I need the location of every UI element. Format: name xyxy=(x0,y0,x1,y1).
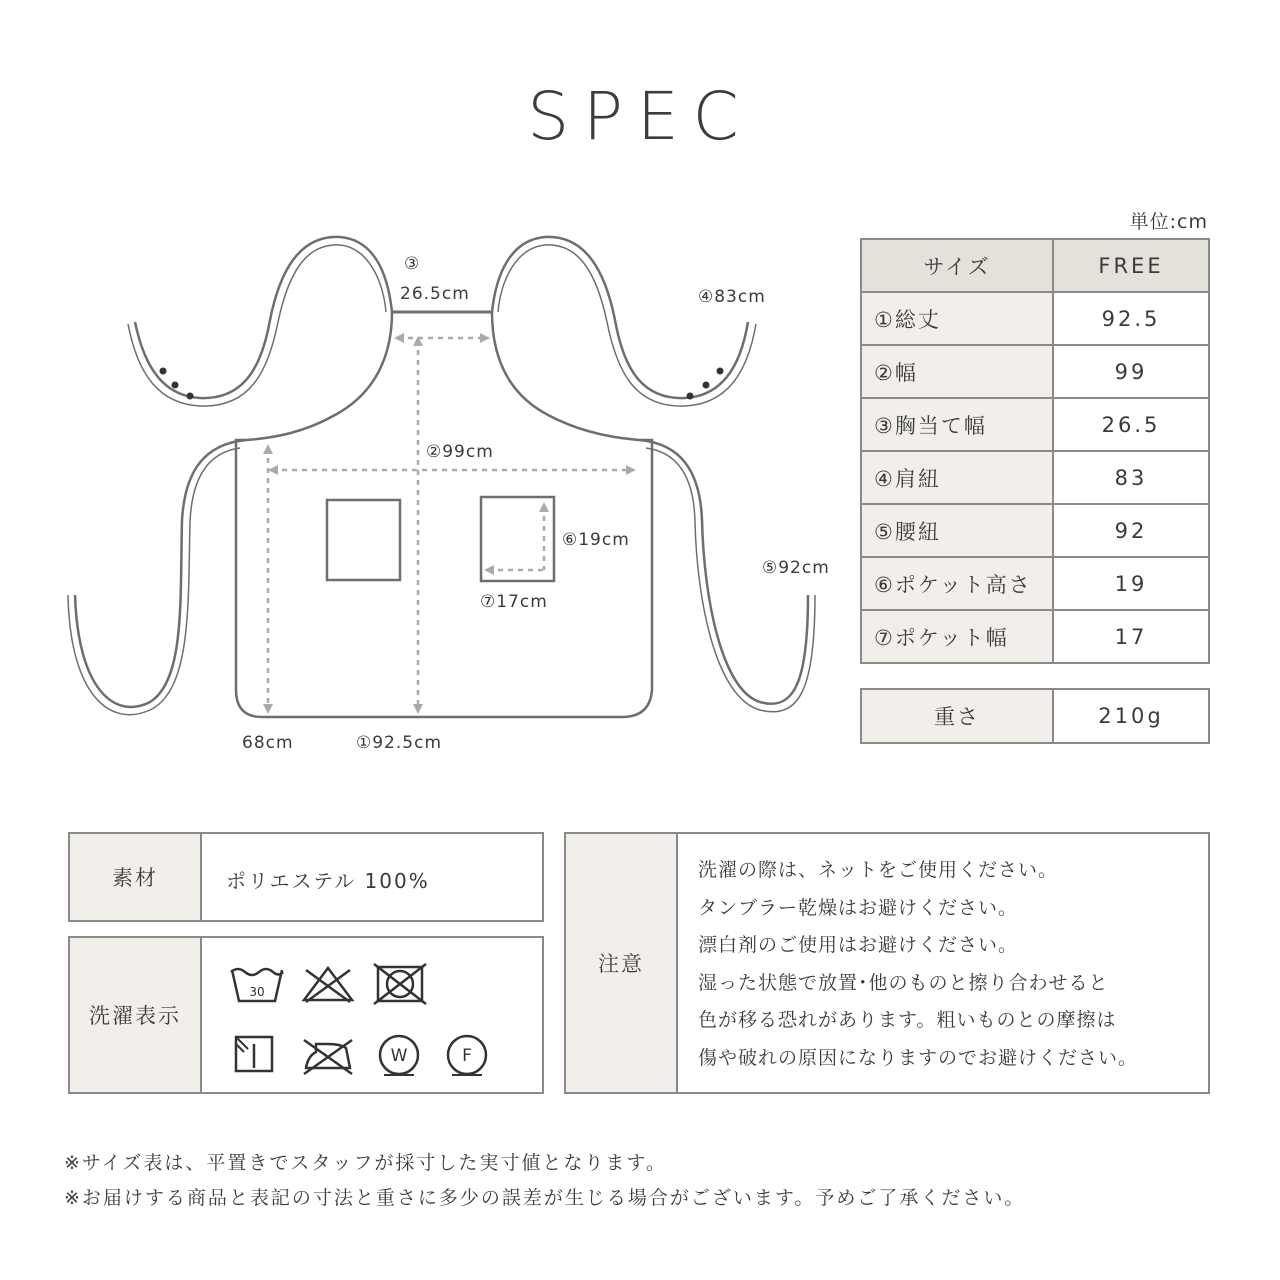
row-value: 92.5 xyxy=(1053,292,1209,345)
size-table-header xyxy=(861,239,1209,292)
no-bleach-icon xyxy=(300,964,356,1004)
caution-text xyxy=(698,852,1138,1077)
chest-number-label: ③ xyxy=(404,254,421,274)
dry-clean-letter: F xyxy=(462,1046,472,1066)
side-length-label: 68cm xyxy=(242,733,294,753)
weight-row xyxy=(861,689,1209,743)
wet-clean-letter: W xyxy=(390,1046,408,1066)
caution-line: 傷や破れの原因になりますのでお避けください。 xyxy=(698,1046,1139,1069)
row-value: 99 xyxy=(1053,345,1209,398)
row-value: 92 xyxy=(1053,504,1209,557)
table-row xyxy=(861,451,1209,504)
row-label: ①総丈 xyxy=(861,292,1053,345)
weight-label: 重さ xyxy=(861,689,1053,743)
caution-label: 注意 xyxy=(566,834,678,1092)
apron-diagram xyxy=(0,0,850,780)
row-value: 83 xyxy=(1053,451,1209,504)
dry-clean-icon xyxy=(444,1032,490,1078)
footnote-measurement: ※サイズ表は、平置きでスタッフが採寸した実寸値となります。 xyxy=(64,1152,667,1174)
row-label: ②幅 xyxy=(861,345,1053,398)
weight-table xyxy=(860,688,1210,744)
chest-width-label: 26.5cm xyxy=(400,284,470,304)
row-value: 17 xyxy=(1053,610,1209,663)
row-label: ③胸当て幅 xyxy=(861,398,1053,451)
table-row xyxy=(861,292,1209,345)
wet-clean-icon xyxy=(376,1032,422,1078)
caution-box xyxy=(564,832,1210,1094)
page-title: SPEC xyxy=(527,78,753,155)
row-value: 26.5 xyxy=(1053,398,1209,451)
care-label: 洗濯表示 xyxy=(70,938,202,1092)
caution-line: 洗濯の際は、ネットをご使用ください。 xyxy=(698,859,1059,881)
table-row xyxy=(861,345,1209,398)
wash-temp-text: 30 xyxy=(249,985,265,999)
row-label: ⑥ポケット高さ xyxy=(861,557,1053,610)
size-table xyxy=(860,238,1210,664)
size-header-value: FREE xyxy=(1053,239,1209,292)
material-value: ポリエステル 100% xyxy=(226,869,430,893)
table-row xyxy=(861,398,1209,451)
unit-label: 単位:cm xyxy=(1129,211,1208,233)
shoulder-strap-label: ④83cm xyxy=(698,287,766,307)
caution-line: 色が移る恐れがあります。粗いものとの摩擦は xyxy=(698,1009,1117,1031)
material-label: 素材 xyxy=(70,834,202,920)
table-row xyxy=(861,557,1209,610)
no-tumble-dry-icon xyxy=(372,962,428,1006)
weight-value: 210g xyxy=(1053,689,1209,743)
caution-line: タンブラー乾燥はお避けください。 xyxy=(698,896,1019,919)
waist-tie-label: ⑤92cm xyxy=(762,558,830,578)
material-box xyxy=(68,832,544,922)
table-row xyxy=(861,610,1209,663)
row-label: ④肩紐 xyxy=(861,451,1053,504)
pocket-height-label: ⑥19cm xyxy=(562,530,630,550)
caution-line: 漂白剤のご使用はお避けください。 xyxy=(698,934,1019,956)
line-dry-shade-icon xyxy=(232,1034,276,1074)
total-length-label: ①92.5cm xyxy=(356,733,442,753)
size-header-label: サイズ xyxy=(861,239,1053,292)
width-label: ②99cm xyxy=(426,442,494,462)
row-label: ⑦ポケット幅 xyxy=(861,610,1053,663)
row-value: 19 xyxy=(1053,557,1209,610)
table-row xyxy=(861,504,1209,557)
row-label: ⑤腰紐 xyxy=(861,504,1053,557)
footnote-tolerance: ※お届けする商品と表記の寸法と重さに多少の誤差が生じる場合がございます。予めご了承ください。 xyxy=(64,1187,1026,1209)
care-box xyxy=(68,936,544,1094)
wash-30-icon xyxy=(228,964,286,1004)
iron-icon xyxy=(300,1034,356,1076)
caution-line: 湿った状態で放置･他のものと擦り合わせると xyxy=(698,971,1109,994)
pocket-width-label: ⑦17cm xyxy=(480,592,548,612)
